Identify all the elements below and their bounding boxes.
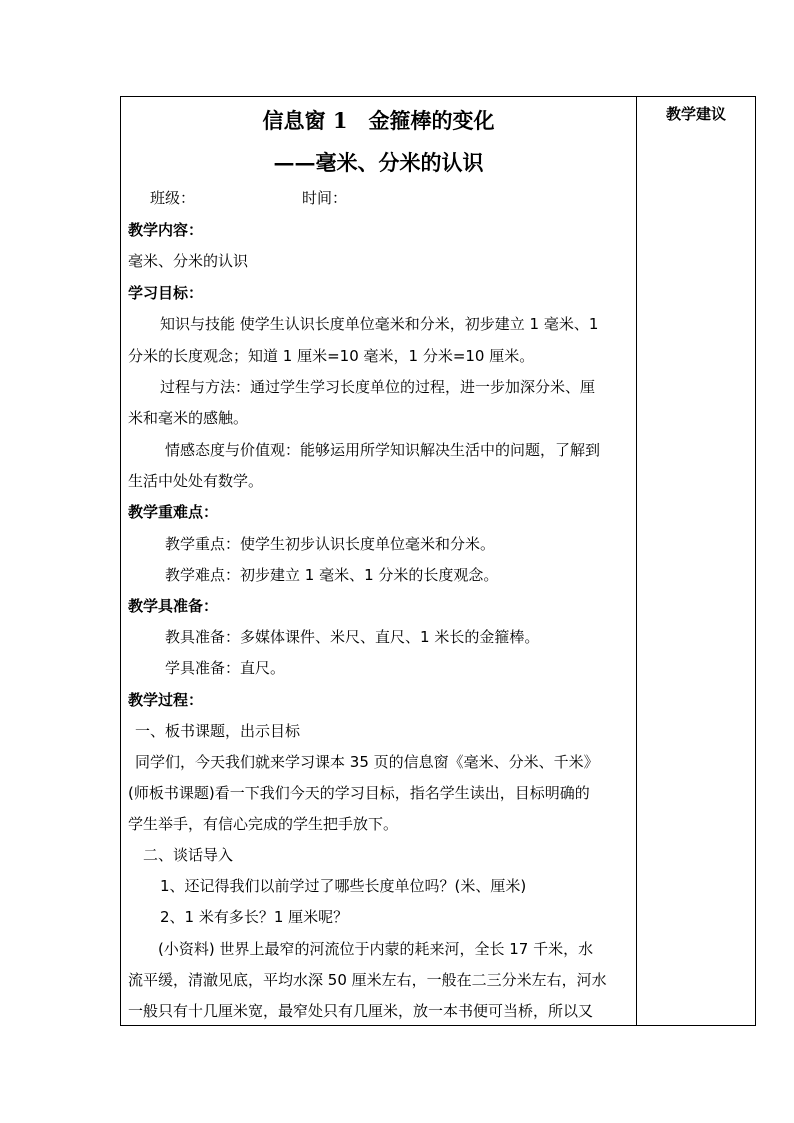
objective-line: 知识与技能 使学生认识长度单位毫米和分米，初步建立 1 毫米、1 bbox=[160, 315, 599, 333]
objective-line: 分米的长度观念；知道 1 厘米=10 毫米，1 分米=10 厘米。 bbox=[128, 347, 535, 365]
student-tools-text: 学具准备：直尺。 bbox=[165, 659, 286, 677]
class-label: 班级： bbox=[150, 189, 196, 207]
page-title: 信息窗 1 金箍棒的变化 bbox=[262, 108, 495, 133]
paragraph-line: 流平缓，清澈见底，平均水深 50 厘米左右，一般在二三分米左右，河水 bbox=[128, 971, 607, 989]
time-label: 时间： bbox=[302, 189, 348, 207]
paragraph-line: (小资料) 世界上最窄的河流位于内蒙的耗来河，全长 17 千米，水 bbox=[158, 940, 594, 958]
teacher-tools-text: 教具准备：多媒体课件、米尺、直尺、1 米长的金箍棒。 bbox=[165, 628, 540, 646]
question-line: 2、1 米有多长？1 厘米呢？ bbox=[160, 908, 349, 926]
step-title: 二、谈话导入 bbox=[143, 846, 234, 864]
paragraph-line: 学生举手，有信心完成的学生把手放下。 bbox=[128, 815, 399, 833]
objective-line: 过程与方法：通过学生学习长度单位的过程，进一步加深分米、厘 bbox=[160, 378, 596, 396]
paragraph-line: (师板书课题)看一下我们今天的学习目标，指名学生读出，目标明确的 bbox=[128, 784, 590, 802]
difficult-point-text: 教学难点：初步建立 1 毫米、1 分米的长度观念。 bbox=[165, 566, 499, 584]
main-content-cell bbox=[121, 97, 636, 1025]
lesson-plan-table bbox=[120, 96, 756, 1026]
paragraph-line: 同学们，今天我们就来学习课本 35 页的信息窗《毫米、分米、千米》 bbox=[135, 753, 599, 771]
paragraph-line: 一般只有十几厘米宽，最窄处只有几厘米，放一本书便可当桥，所以又 bbox=[128, 1002, 594, 1020]
content-text: 毫米、分米的认识 bbox=[128, 252, 249, 270]
objective-line: 米和毫米的感触。 bbox=[128, 409, 249, 427]
section-heading-content: 教学内容： bbox=[128, 221, 204, 239]
key-point-text: 教学重点：使学生初步认识长度单位毫米和分米。 bbox=[165, 535, 496, 553]
objective-line: 生活中处处有数学。 bbox=[128, 472, 264, 490]
objective-line: 情感态度与价值观：能够运用所学知识解决生活中的问题，了解到 bbox=[165, 441, 601, 459]
section-heading-key-points: 教学重难点： bbox=[128, 503, 219, 521]
section-heading-materials: 教学具准备： bbox=[128, 597, 219, 615]
section-heading-objectives: 学习目标： bbox=[128, 284, 204, 302]
teaching-advice-cell bbox=[637, 97, 755, 1025]
question-line: 1、还记得我们以前学过了哪些长度单位吗？(米、厘米) bbox=[160, 877, 527, 895]
page-subtitle: ——毫米、分米的认识 bbox=[273, 150, 484, 175]
step-title: 一、板书课题，出示目标 bbox=[135, 722, 301, 740]
teaching-advice-header: 教学建议 bbox=[665, 105, 726, 123]
section-heading-process: 教学过程： bbox=[128, 691, 204, 709]
